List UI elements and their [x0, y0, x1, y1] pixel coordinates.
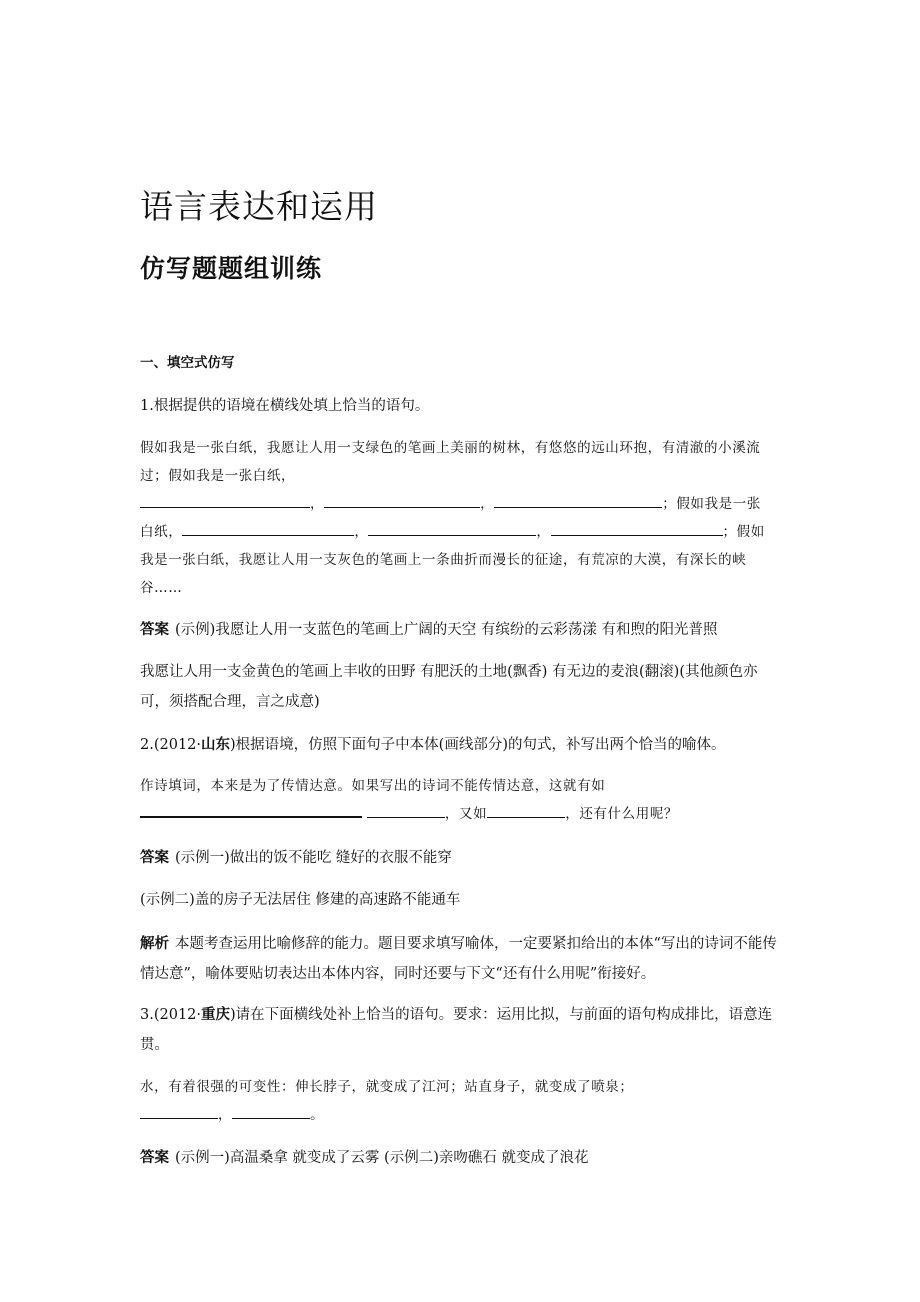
question-2-passage	[140, 772, 780, 828]
answer-label: 答案	[140, 622, 169, 638]
passage-text: 作诗填词，本来是为了传情达意。如果写出的诗词不能传情达意，这就有如	[140, 778, 606, 794]
punct: ，	[354, 524, 369, 540]
prompt-text: 3.(2012·	[140, 1007, 202, 1023]
page-title: 语言表达和运用	[140, 187, 378, 226]
question-1-prompt: 1.根据提供的语境在横线处填上恰当的语句。	[140, 398, 430, 414]
blank-row	[140, 806, 678, 822]
passage-text: ；假如	[722, 524, 765, 540]
blank-row-1	[140, 496, 761, 512]
answer-blank[interactable]	[551, 521, 723, 536]
answer-label: 答案	[140, 1150, 169, 1166]
source-region: 重庆	[201, 1007, 231, 1023]
underlined-subject	[140, 802, 362, 818]
question-1-answer	[140, 615, 780, 645]
prompt-text: )根据语境，仿照下面句子中本体(画线部分)的句式，补写出两个恰当的喻体。	[230, 737, 726, 753]
answer-blank[interactable]	[494, 493, 662, 508]
passage-text: ，又如	[444, 806, 488, 822]
prompt-text: )请在下面横线处补上恰当的语句。要求：运用比拟，与前面的语句构成排比，语意连贯。	[140, 1007, 773, 1053]
answer-blank[interactable]	[487, 803, 565, 818]
answer-blank[interactable]	[324, 493, 480, 508]
page-subtitle: 仿写题题组训练	[140, 254, 323, 283]
source-region: 山东	[201, 737, 231, 753]
answer-label: 答案	[140, 850, 169, 866]
question-3-passage	[140, 1073, 780, 1129]
answer-blank[interactable]	[140, 1104, 218, 1119]
answer-blank[interactable]	[182, 521, 354, 536]
blank-row-2	[140, 524, 765, 540]
analysis-label: 解析	[140, 936, 169, 952]
analysis-text: 本题考查运用比喻修辞的能力。题目要求填写喻体，一定要紧扣给出的本体“写出的诗词不能传情达意”，喻体要贴切表达出本体内容，同时还要与下文“还有什么用呢”衔接好。	[140, 936, 777, 982]
question-3-answer	[140, 1143, 780, 1173]
question-2-answer-cont: (示例二)盖的房子无法居住 修建的高速路不能通车	[140, 892, 461, 908]
section-heading: 一、填空式仿写	[140, 355, 235, 371]
answer-blank[interactable]	[368, 521, 536, 536]
answer-blank[interactable]	[232, 1104, 310, 1119]
passage-text: ，还有什么用呢？	[565, 806, 679, 822]
passage-text: ；假如我是一张	[662, 496, 761, 512]
answer-blank[interactable]	[140, 493, 310, 508]
passage-text: 白纸，	[140, 524, 183, 540]
punct: ，	[480, 496, 495, 512]
passage-text: 水，有着很强的可变性：伸长脖子，就变成了江河；站直身子，就变成了喷泉；	[140, 1079, 634, 1095]
blank-row	[140, 1107, 324, 1123]
passage-text-b: 我是一张白纸，我愿让人用一支灰色的笔画上一条曲折而漫长的征途，有荒凉的大漠，有深长的峡谷……	[140, 552, 747, 596]
answer-text: (示例)我愿让人用一支蓝色的笔画上广阔的天空 有缤纷的云彩荡漾 有和煦的阳光普照	[175, 622, 718, 638]
punct: 。	[310, 1107, 325, 1123]
punct: ，	[218, 1107, 233, 1123]
answer-blank[interactable]	[367, 803, 445, 818]
punct: ，	[536, 524, 551, 540]
passage-text-a: 假如我是一张白纸，我愿让人用一支绿色的笔画上美丽的树林，有悠悠的远山环抱，有清澈的小溪流过；假如我是一张白纸，	[140, 440, 761, 484]
question-2-prompt	[140, 730, 780, 760]
answer-text: (示例一)做出的饭不能吃 缝好的衣服不能穿	[175, 850, 452, 866]
punct: ，	[310, 496, 325, 512]
question-1-passage	[140, 434, 780, 602]
question-2-analysis	[140, 929, 780, 989]
question-2-answer	[140, 843, 780, 873]
prompt-text: 2.(2012·	[140, 737, 202, 753]
answer-text: (示例一)高温桑拿 就变成了云雾 (示例二)亲吻礁石 就变成了浪花	[175, 1150, 589, 1166]
question-3-prompt	[140, 1000, 780, 1060]
question-1-answer-cont: 我愿让人用一支金黄色的笔画上丰收的田野 有肥沃的土地(飘香) 有无边的麦浪(翻滚)(其他颜色亦可，须搭配合理，言之成意)	[140, 664, 758, 710]
